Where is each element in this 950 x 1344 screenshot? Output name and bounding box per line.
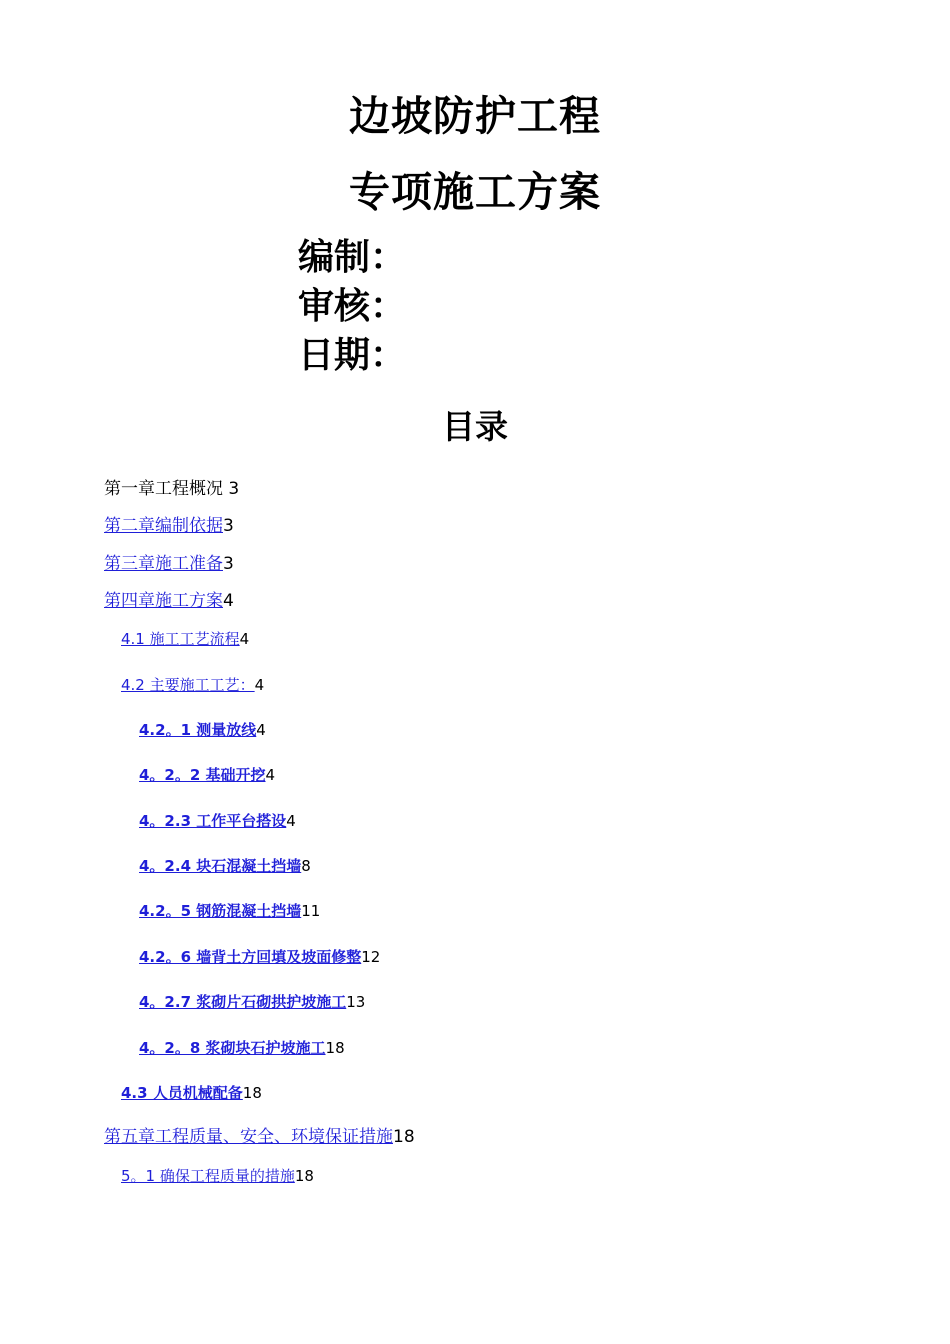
document-title-line2: 专项施工方案: [349, 168, 601, 216]
toc-item-chapter1[interactable]: [104, 481, 239, 498]
toc-item-page: 3: [228, 479, 240, 499]
toc-item-4-2-5[interactable]: [139, 904, 320, 919]
toc-item-chapter5[interactable]: [104, 1129, 415, 1146]
toc-item-page: 4: [223, 591, 234, 611]
toc-item-label[interactable]: 4.2。5 钢筋混凝土挡墙: [139, 902, 302, 920]
toc-item-page: 3: [223, 554, 234, 574]
toc-item-label[interactable]: 5。1 确保工程质量的措施: [121, 1167, 295, 1185]
toc-item-4-2-7[interactable]: [139, 995, 365, 1010]
toc-item-4-2-2[interactable]: [139, 768, 275, 783]
toc-item-label[interactable]: 第五章工程质量、安全、环境保证措施: [104, 1127, 393, 1147]
toc-item-page: 18: [242, 1084, 262, 1102]
toc-item-label: 第一章工程概况: [104, 479, 223, 499]
toc-item-page: 18: [325, 1039, 345, 1057]
reviewed-by-label: 审核：: [298, 286, 407, 327]
toc-heading: 目录: [442, 407, 508, 446]
toc-item-label[interactable]: 4。2.4 块石混凝土挡墙: [139, 857, 302, 875]
toc-item-page: 3: [223, 516, 234, 536]
toc-item-page: 4: [239, 630, 250, 648]
toc-item-label[interactable]: 4.3 人员机械配备: [121, 1084, 243, 1102]
toc-item-4-1[interactable]: [121, 632, 249, 647]
toc-item-page: 18: [393, 1127, 415, 1147]
toc-item-4-2-1[interactable]: [139, 723, 266, 738]
toc-item-4-2-3[interactable]: [139, 814, 296, 829]
toc-item-label[interactable]: 第二章编制依据: [104, 516, 223, 536]
toc-item-chapter3[interactable]: [104, 556, 234, 573]
toc-item-page: 12: [361, 948, 381, 966]
toc-item-4-3[interactable]: [121, 1086, 262, 1101]
toc-item-page: 11: [301, 902, 321, 920]
document-title-line1: 边坡防护工程: [349, 92, 601, 140]
toc-item-4-2-6[interactable]: [139, 950, 380, 965]
toc-item-label[interactable]: 4。2.3 工作平台搭设: [139, 812, 287, 830]
toc-item-page: 4: [254, 676, 265, 694]
toc-item-label[interactable]: 4.1 施工工艺流程: [121, 630, 240, 648]
toc-item-label[interactable]: 第四章施工方案: [104, 591, 223, 611]
toc-item-label[interactable]: 4。2。8 浆砌块石护坡施工: [139, 1039, 326, 1057]
toc-item-label[interactable]: 4.2 主要施工工艺：: [121, 676, 255, 694]
toc-item-page: 18: [294, 1167, 314, 1185]
toc-item-4-2-8[interactable]: [139, 1041, 345, 1056]
toc-item-4-2[interactable]: [121, 678, 264, 693]
toc-item-chapter4[interactable]: [104, 593, 234, 610]
toc-item-page: 8: [301, 857, 311, 875]
toc-item-page: 4: [286, 812, 296, 830]
toc-item-label[interactable]: 第三章施工准备: [104, 554, 223, 574]
toc-item-label[interactable]: 4.2。6 墙背土方回填及坡面修整: [139, 948, 362, 966]
toc-item-4-2-4[interactable]: [139, 859, 311, 874]
toc-item-page: 4: [265, 766, 276, 784]
date-label: 日期：: [298, 335, 407, 376]
toc-item-page: 13: [346, 993, 366, 1011]
toc-item-label[interactable]: 4。2.7 浆砌片石砌拱护坡施工: [139, 993, 347, 1011]
toc-item-page: 4: [256, 721, 266, 739]
toc-item-label[interactable]: 4。2。2 基础开挖: [139, 766, 266, 784]
toc-item-label[interactable]: 4.2。1 测量放线: [139, 721, 257, 739]
toc-item-chapter2[interactable]: [104, 518, 234, 535]
compiled-by-label: 编制：: [298, 237, 407, 278]
toc-item-5-1[interactable]: [121, 1169, 314, 1184]
